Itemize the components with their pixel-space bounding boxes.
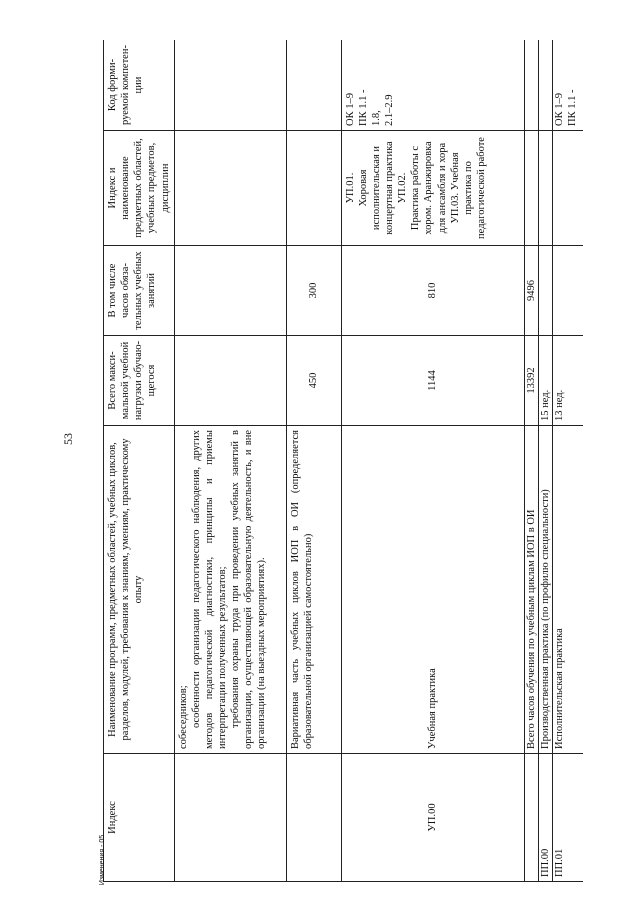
up-max: 1144 [341,336,524,426]
up-mandatory: 810 [341,246,524,336]
up-name: Учебная практика [341,426,524,754]
pp01-competence: ОК 1–9 ПК 1.1 - [552,40,583,131]
total-name: Всего часов обучения по учебным циклам ИОП в ОИ [524,426,538,754]
variative-max: 450 [286,336,341,426]
up-subject-3: УП.03. Учебная практика по педагогической работе [449,137,487,239]
header-subject-index: Индекс и наименование предметных областей, учебных предметов, дисциплин [104,131,175,246]
footer-revision: Изменения - 05 [99,834,106,886]
requirements-text [174,426,286,754]
pp-max: 15 нед. [538,336,552,426]
header-index: Индекс [104,754,175,882]
requirements-p3: требования охраны труда при проведении учебных занятий в организации, осуществляющей образовательную деятельность, и вне организации (на выездных мероприятиях). [230,430,268,749]
pp-name: Производственная практика (по профилю специальности) [538,426,552,754]
header-row [104,40,175,882]
table-row-up [341,40,524,882]
pp-index: ПП.00 [538,754,552,882]
table-row-continuation [174,40,286,882]
page-number: 53 [61,433,75,445]
total-max: 13392 [524,336,538,426]
pp01-name: Исполнительская практика [552,426,583,754]
header-competence: Код форми-руемой компетен-ции [104,40,175,131]
header-mandatory: В том числе часов обяза-тельных учебных занятий [104,246,175,336]
table-row-pp [538,40,552,882]
variative-mandatory: 300 [286,246,341,336]
up-subjects [341,131,524,246]
requirements-p1: собеседников; [177,685,189,749]
up-index: УП.00 [341,754,524,882]
table-row-variative [286,40,341,882]
variative-name: Вариативная часть учебных циклов ИОП в ОИ (определяется образовательной организацией самостоятельно) [286,426,341,754]
pp01-max: 13 нед. [552,336,583,426]
requirements-p2: особенности организации педагогического наблюдения, других методов педагогической диагностики, принципы и приемы интерпретации полученных результатов; [190,430,228,749]
total-mandatory: 9496 [524,246,538,336]
up-subject-1-name: Хоровая исполнительская и концертная практика [357,141,395,235]
curriculum-table-rotated [103,40,583,882]
header-max-hours: Всего макси-мальной учебной нагрузки обучаю-щегося [104,336,175,426]
table-row-total [524,40,538,882]
curriculum-table [103,40,583,882]
up-subject-2-name: Практика работы с хором. Аранжировка для ансамбля и хора [410,141,448,235]
up-subject-2-code: УП.02. [397,172,409,204]
header-name: Наименование программ, предметных областей, учебных циклов, разделов, модулей, требования к знаниям, умениям, практическому опыту [104,426,175,754]
table-row-pp01 [552,40,583,882]
up-subject-1-code: УП.01. [344,172,356,204]
pp01-index: ПП.01 [552,754,583,882]
up-competence: ОК 1–9 ПК 1.1 - 1.8, 2.1–2.9 [341,40,524,131]
